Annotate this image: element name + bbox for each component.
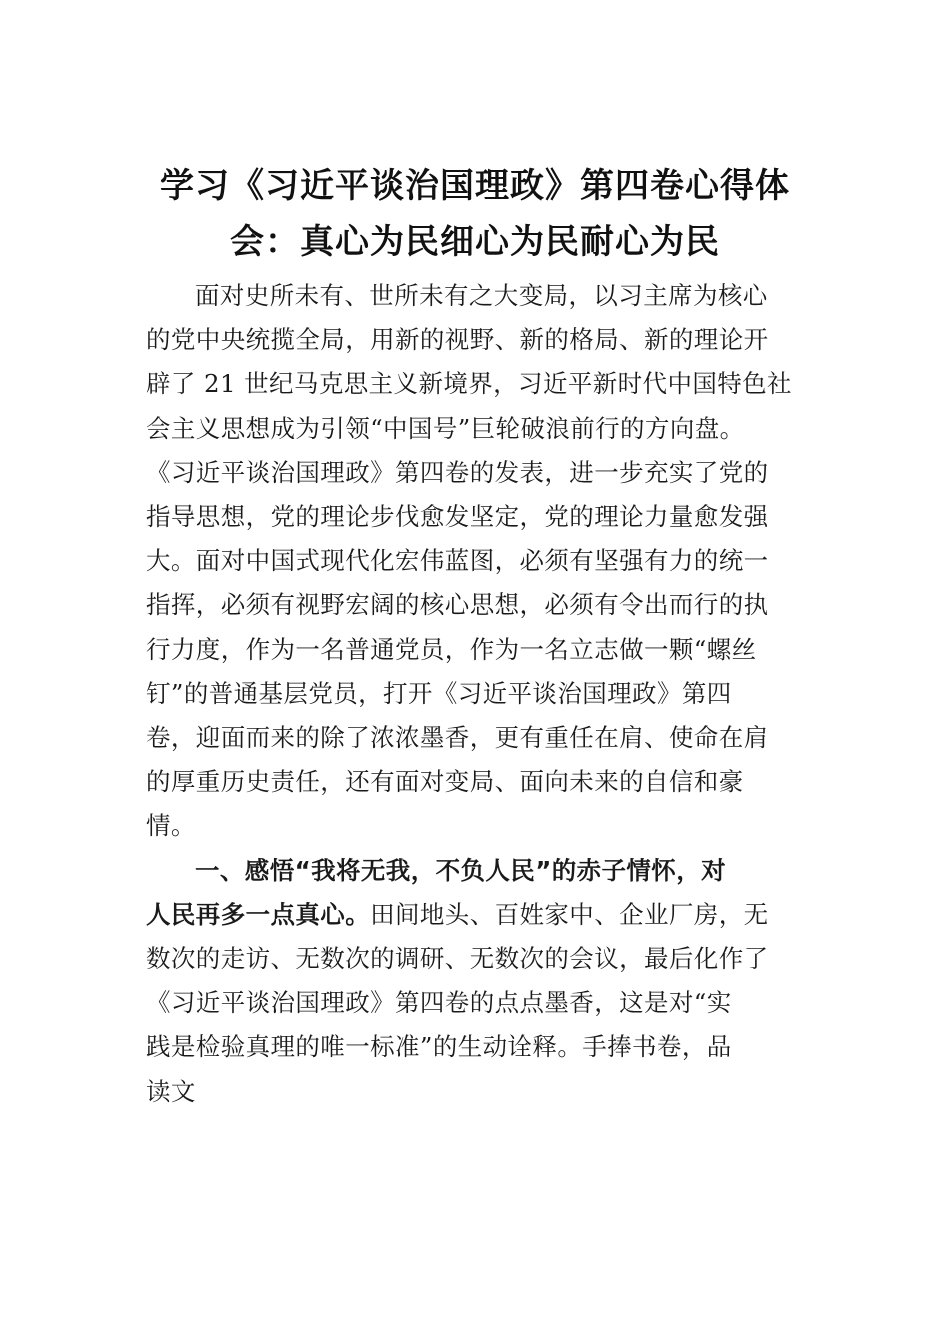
section-heading-tail: 人民再多一点真心。 [146,899,371,929]
paragraph-line: 的厚重历史责任，还有面对变局、面向未来的自信和豪 [146,767,744,797]
paragraph-line: 卷，迎面而来的除了浓浓墨香，更有重任在肩、使命在肩 [146,723,769,753]
section-one-paragraph [146,849,786,1114]
paragraph-line: 大。面对中国式现代化宏伟蓝图，必须有坚强有力的统一 [146,546,769,576]
section-heading-line: 一、感悟“我将无我，不负人民”的赤子情怀，对 [195,855,727,885]
paragraph-line: 践是检验真理的唯一标准”的生动诠释。手捧书卷，品 [146,1032,732,1062]
paragraph-line: 行力度，作为一名普通党员，作为一名立志做一颗“螺丝 [146,634,757,664]
intro-paragraph [146,274,792,849]
paragraph-line: 面对史所未有、世所未有之大变局，以习主席为核心 [195,281,768,310]
document-title [140,158,810,270]
paragraph-line: 《习近平谈治国理政》第四卷的点点墨香，这是对“实 [146,988,732,1018]
paragraph-line: 读文 [146,1076,196,1106]
paragraph-line: 指挥，必须有视野宏阔的核心思想，必须有令出而行的执 [146,590,769,620]
paragraph-line: 指导思想，党的理论步伐愈发坚定，党的理论力量愈发强 [146,502,769,532]
title-line-2: 会：真心为民细心为民耐心为民 [230,222,720,262]
paragraph-line: 《习近平谈治国理政》第四卷的发表，进一步充实了党的 [146,457,769,487]
paragraph-line: 的党中央统揽全局，用新的视野、新的格局、新的理论开 [146,325,769,355]
paragraph-line: 数次的走访、无数次的调研、无数次的会议，最后化作了 [146,944,769,974]
title-line-1: 学习《习近平谈治国理政》第四卷心得体 [160,166,790,206]
paragraph-line: 钉”的普通基层党员，打开《习近平谈治国理政》第四 [146,678,732,708]
paragraph-text: 田间地头、百姓家中、企业厂房，无 [370,899,769,929]
paragraph-line [97,893,786,937]
document-body [146,274,792,1114]
paragraph-line: 辟了 21 世纪马克思主义新境界，习近平新时代中国特色社 [146,369,792,399]
paragraph-line: 会主义思想成为引领“中国号”巨轮破浪前行的方向盘。 [146,413,745,443]
paragraph-line: 情。 [146,811,196,841]
